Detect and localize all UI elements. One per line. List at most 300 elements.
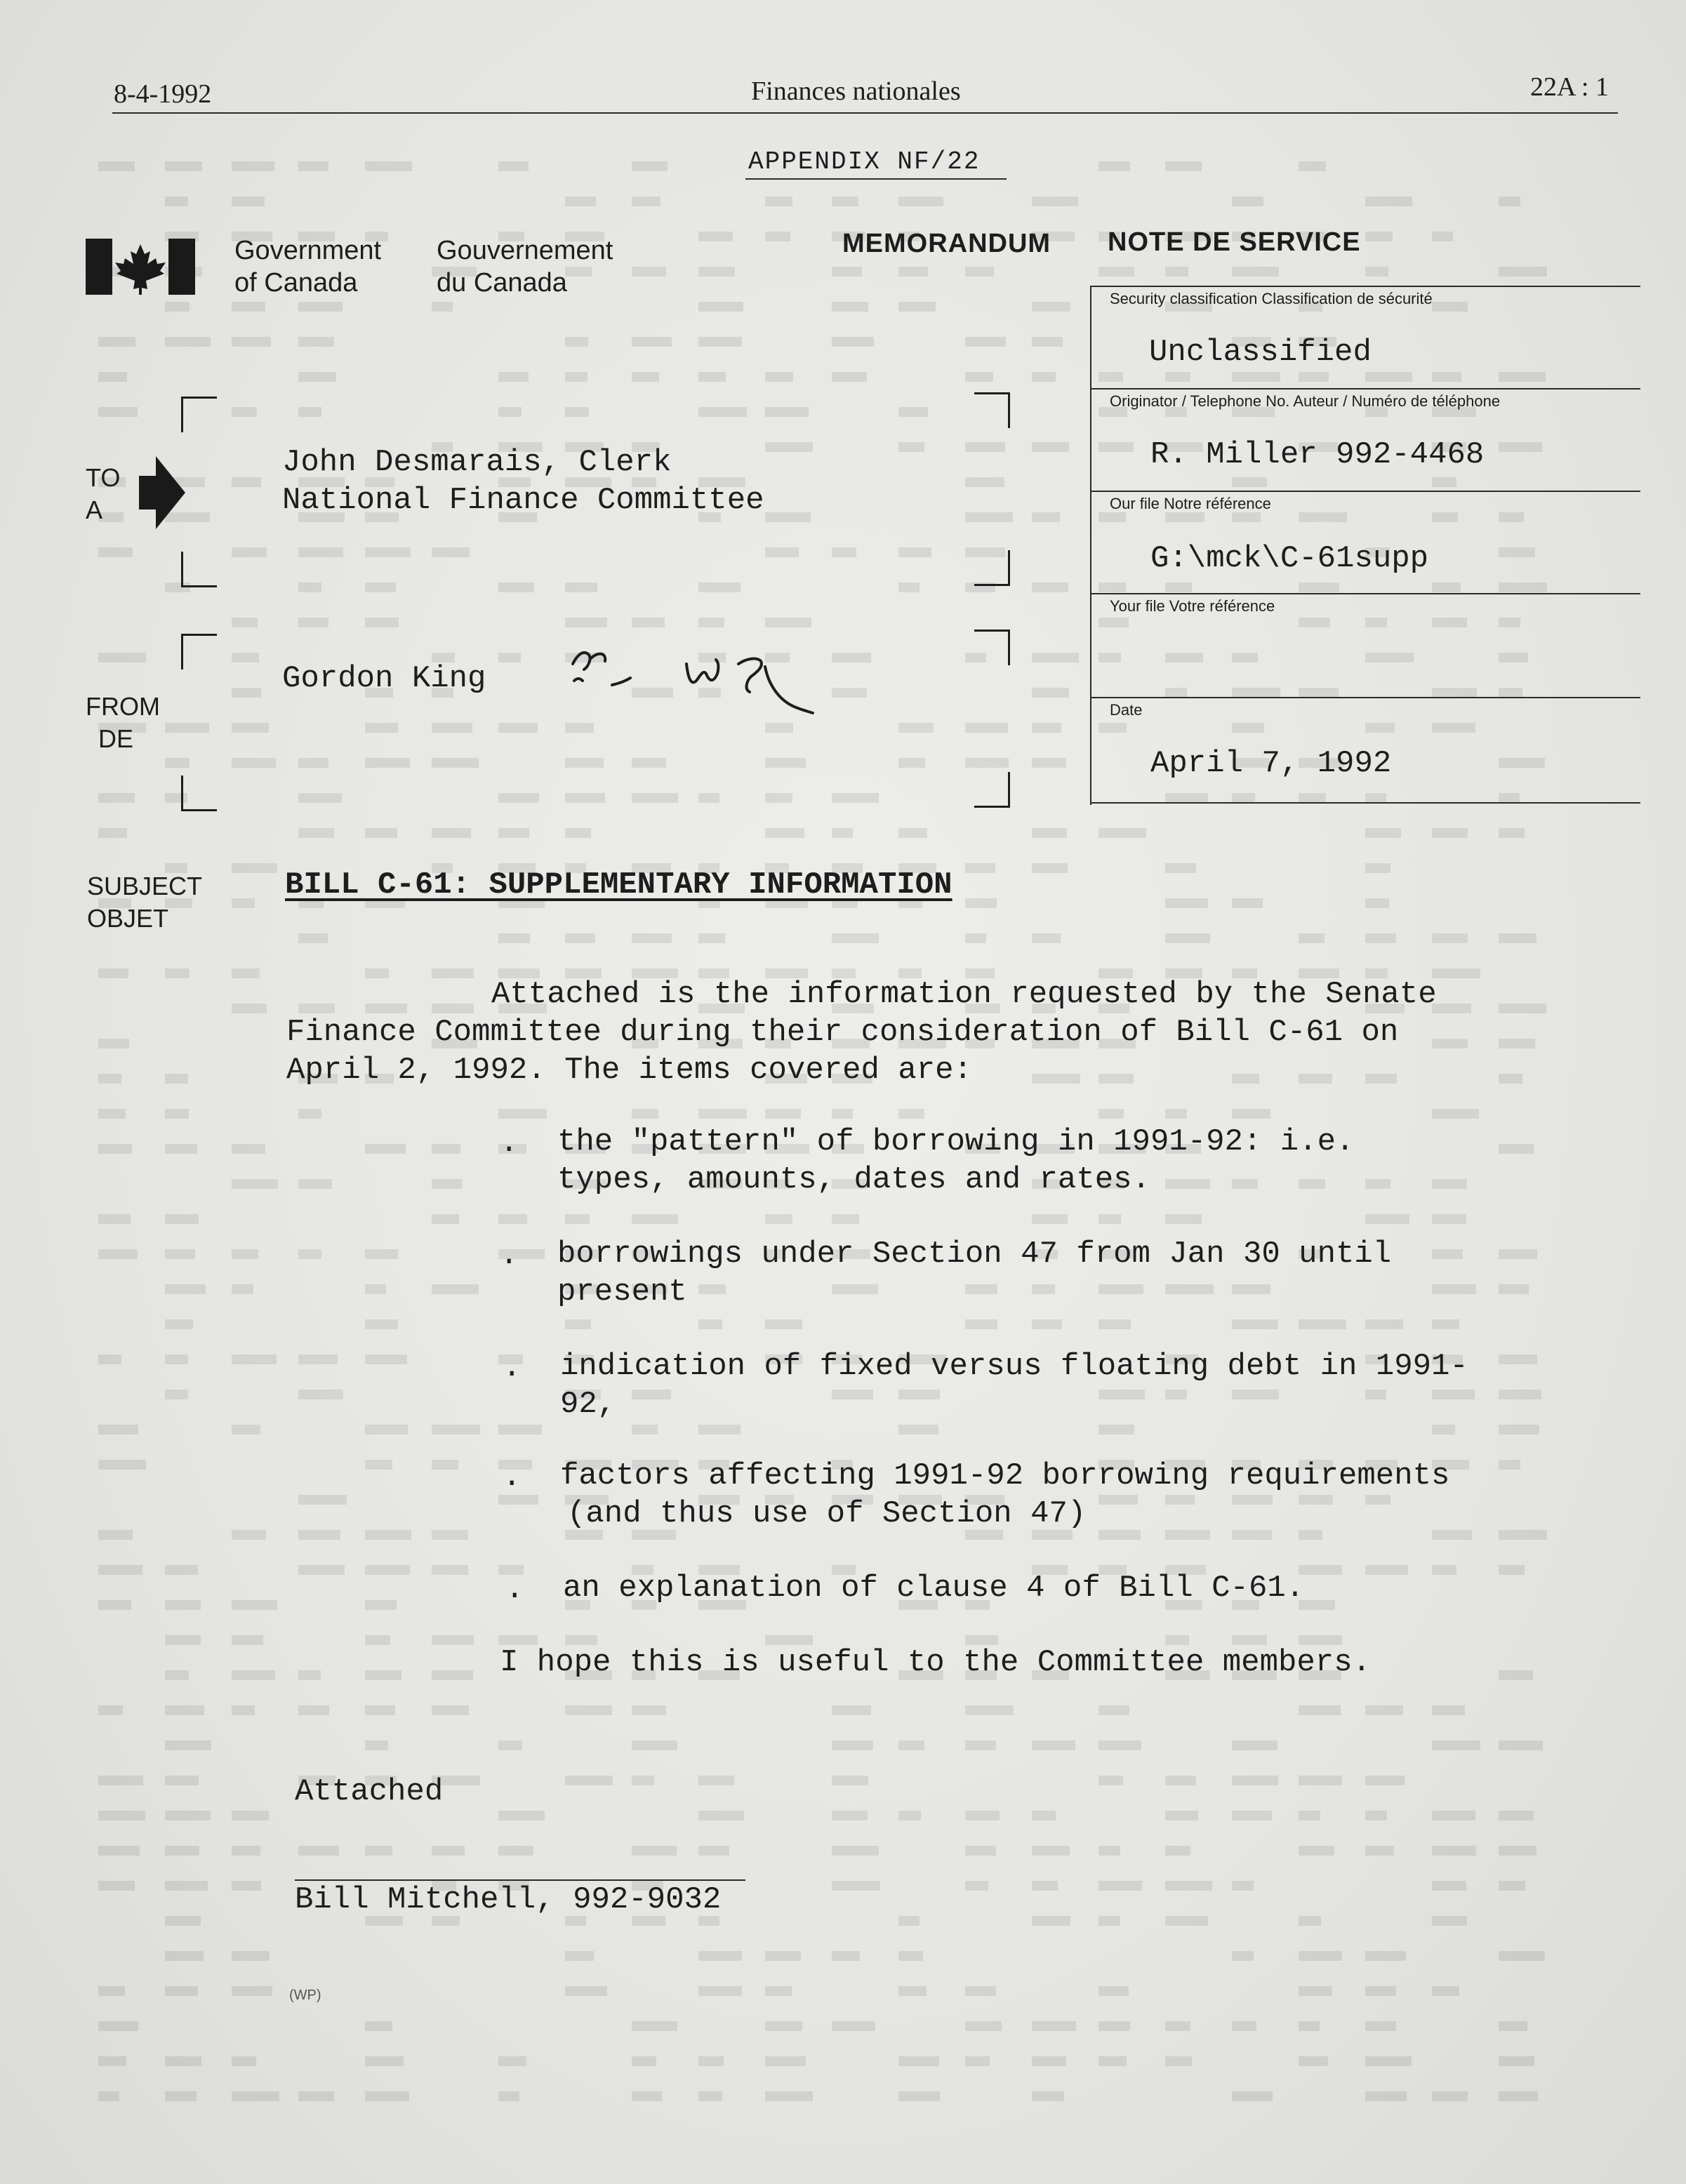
bleed-through-mark	[1032, 653, 1079, 662]
bleed-through-mark	[432, 1705, 469, 1715]
bleed-through-mark	[232, 1425, 260, 1434]
bleed-through-mark	[365, 1705, 395, 1715]
bleed-through-mark	[498, 723, 538, 733]
bleed-through-mark	[965, 372, 993, 382]
subject-label-en: SUBJECT	[87, 872, 203, 900]
bleed-through-mark	[632, 758, 666, 768]
government-en	[234, 234, 381, 299]
bleed-through-mark	[232, 1284, 253, 1294]
bleed-through-mark	[1165, 863, 1196, 873]
bleed-through-mark	[1365, 1214, 1409, 1224]
bleed-through-mark	[98, 1600, 131, 1610]
bleed-through-mark	[165, 1390, 188, 1399]
bleed-through-mark	[698, 2091, 722, 2101]
bleed-through-mark	[698, 372, 726, 382]
bleed-through-mark	[965, 1986, 996, 1996]
bleed-through-mark	[765, 512, 811, 522]
bleed-through-mark	[98, 1249, 138, 1259]
bleed-through-mark	[98, 1705, 123, 1715]
bleed-through-mark	[1365, 1074, 1397, 1084]
bleed-through-mark	[498, 1214, 527, 1224]
bleed-through-mark	[1299, 933, 1325, 943]
bleed-through-mark	[565, 582, 597, 592]
memo-info-box	[1090, 286, 1640, 805]
bleed-through-mark	[565, 1986, 607, 1996]
body-intro-line1: Attached is the information requested by the Senate	[491, 977, 1437, 1012]
bleed-through-mark	[498, 1495, 538, 1505]
bleed-through-mark	[1432, 1986, 1459, 1996]
bullet-item-4	[560, 1457, 1449, 1533]
bleed-through-mark	[765, 2056, 806, 2066]
bleed-through-mark	[1499, 1460, 1520, 1470]
from-bracket-top-right	[974, 630, 1010, 665]
bleed-through-mark	[965, 933, 986, 943]
bleed-through-mark	[165, 1249, 195, 1259]
bleed-through-mark	[1098, 1740, 1141, 1750]
bleed-through-mark	[898, 267, 928, 277]
bleed-through-mark	[965, 337, 1006, 347]
bleed-through-mark	[632, 2091, 662, 2101]
bleed-through-mark	[1232, 2091, 1273, 2101]
bleed-through-mark	[165, 1319, 193, 1329]
bullet-item-2-line1: borrowings under Section 47 from Jan 30 until	[557, 1237, 1392, 1272]
bleed-through-mark	[898, 442, 924, 452]
bleed-through-mark	[1432, 968, 1480, 978]
header-date: 8-4-1992	[114, 79, 212, 109]
bleed-through-mark	[498, 653, 521, 662]
bleed-through-mark	[832, 1705, 871, 1715]
bullet-dot: .	[505, 1572, 524, 1607]
bleed-through-mark	[232, 1670, 275, 1680]
bleed-through-mark	[165, 2056, 201, 2066]
bleed-through-mark	[165, 1354, 188, 1364]
bleed-through-mark	[298, 758, 328, 768]
bullet-item-1	[557, 1123, 1354, 1199]
bleed-through-mark	[365, 1004, 407, 1013]
bleed-through-mark	[365, 582, 396, 592]
bleed-through-mark	[1098, 1916, 1120, 1926]
bleed-through-mark	[98, 161, 135, 171]
bleed-through-mark	[232, 1600, 277, 1610]
bleed-through-mark	[1032, 1740, 1075, 1750]
bleed-through-mark	[1499, 2021, 1527, 2031]
bleed-through-mark	[1432, 1811, 1475, 1820]
our-file-value: G:\mck\C-61supp	[1150, 541, 1429, 576]
bleed-through-mark	[1098, 2021, 1130, 2031]
bleed-through-mark	[565, 1214, 590, 1224]
bleed-through-mark	[632, 1846, 677, 1856]
bleed-through-mark	[832, 1214, 859, 1224]
bleed-through-mark	[165, 1600, 201, 1610]
bleed-through-mark	[232, 968, 260, 978]
government-en-line2: of Canada	[234, 268, 358, 298]
bleed-through-mark	[1499, 1565, 1525, 1575]
bleed-through-mark	[565, 337, 588, 347]
bleed-through-mark	[165, 758, 190, 768]
from-bracket-bottom-left	[181, 775, 217, 811]
bleed-through-mark	[232, 723, 269, 733]
bleed-through-mark	[432, 723, 472, 733]
bleed-through-mark	[765, 723, 793, 733]
bleed-through-mark	[432, 1004, 474, 1013]
bleed-through-mark	[965, 267, 994, 277]
bleed-through-mark	[365, 968, 389, 978]
bleed-through-mark	[1499, 1249, 1537, 1259]
bleed-through-mark	[1232, 267, 1279, 277]
bleed-through-mark	[1365, 898, 1389, 908]
bleed-through-mark	[765, 2091, 813, 2101]
bleed-through-mark	[898, 2056, 939, 2066]
bleed-through-mark	[1165, 1214, 1202, 1224]
bleed-through-mark	[1032, 933, 1061, 943]
appendix-underline	[745, 178, 1007, 180]
info-box-rule	[1091, 593, 1640, 594]
bleed-through-mark	[765, 232, 790, 241]
bleed-through-mark	[232, 688, 261, 698]
to-label	[86, 462, 120, 526]
bleed-through-mark	[432, 1284, 479, 1294]
bleed-through-mark	[632, 1214, 678, 1224]
bleed-through-mark	[1499, 1144, 1534, 1154]
bleed-through-mark	[365, 1565, 410, 1575]
bleed-through-mark	[1432, 1425, 1455, 1434]
bleed-through-mark	[832, 337, 874, 347]
bleed-through-mark	[232, 2091, 279, 2101]
bleed-through-mark	[365, 1635, 390, 1645]
bleed-through-mark	[565, 197, 596, 206]
bleed-through-mark	[365, 547, 411, 557]
bleed-through-mark	[232, 1354, 277, 1364]
memo-title-fr: NOTE DE SERVICE	[1108, 227, 1361, 257]
bleed-through-mark	[698, 302, 743, 312]
bleed-through-mark	[1098, 267, 1134, 277]
bleed-through-mark	[632, 161, 668, 171]
bleed-through-mark	[98, 1039, 129, 1048]
bleed-through-mark	[98, 1776, 143, 1785]
bleed-through-mark	[1499, 1425, 1539, 1434]
bleed-through-mark	[1032, 337, 1063, 347]
from-bracket-bottom-right	[974, 772, 1010, 808]
bleed-through-mark	[232, 302, 265, 312]
bleed-through-mark	[632, 1740, 677, 1750]
bleed-through-mark	[232, 547, 267, 557]
bleed-through-mark	[1165, 1109, 1187, 1119]
bleed-through-mark	[432, 758, 479, 768]
handwritten-initials-signature	[567, 640, 820, 721]
bleed-through-mark	[765, 372, 793, 382]
bleed-through-mark	[365, 2056, 404, 2066]
bleed-through-mark	[765, 1951, 801, 1961]
bleed-through-mark	[1232, 1951, 1254, 1961]
bleed-through-mark	[898, 1109, 924, 1119]
bleed-through-mark	[898, 407, 928, 417]
bleed-through-mark	[898, 582, 920, 592]
originator-label: Originator / Telephone No. Auteur / Numéro de téléphone	[1110, 392, 1501, 410]
bullet-dot: .	[503, 1460, 522, 1495]
bleed-through-mark	[165, 1951, 204, 1961]
from-label-fr: DE	[98, 724, 134, 753]
security-classification-label: Security classification Classification de sécurité	[1110, 290, 1433, 307]
bleed-through-mark	[765, 197, 792, 206]
bleed-through-mark	[1299, 1319, 1346, 1329]
bleed-through-mark	[1432, 1249, 1463, 1259]
bleed-through-mark	[1432, 1881, 1466, 1891]
body-intro-line3: April 2, 1992. The items covered are:	[286, 1053, 972, 1088]
bullet-item-4-line1: factors affecting 1991-92 borrowing requirements	[560, 1458, 1450, 1493]
bullet-dot: .	[500, 1238, 519, 1273]
bleed-through-mark	[1032, 2021, 1076, 2031]
bleed-through-mark	[1432, 2091, 1468, 2101]
bleed-through-mark	[832, 1881, 880, 1891]
bleed-through-mark	[832, 828, 853, 838]
bleed-through-mark	[1499, 1530, 1547, 1540]
bleed-through-mark	[165, 2091, 197, 2101]
to-bracket-top-right	[974, 392, 1010, 428]
bleed-through-mark	[298, 1705, 329, 1715]
bleed-through-mark	[698, 1109, 747, 1119]
bleed-through-mark	[298, 302, 343, 312]
bleed-through-mark	[98, 407, 138, 417]
bleed-through-mark	[432, 1425, 480, 1434]
bleed-through-mark	[1098, 1425, 1134, 1434]
bleed-through-mark	[298, 828, 334, 838]
bleed-through-mark	[1432, 1916, 1467, 1926]
bleed-through-mark	[365, 758, 410, 768]
bleed-through-mark	[698, 618, 724, 627]
bleed-through-mark	[165, 1074, 188, 1084]
bleed-through-mark	[1432, 1705, 1465, 1715]
bleed-through-mark	[298, 1179, 332, 1189]
bleed-through-mark	[1365, 1776, 1405, 1785]
bleed-through-mark	[232, 1144, 265, 1154]
bleed-through-mark	[565, 407, 589, 417]
bleed-through-mark	[765, 2021, 802, 2031]
to-bracket-bottom-left	[181, 552, 217, 587]
bleed-through-mark	[832, 1951, 860, 1961]
bleed-through-mark	[165, 337, 211, 347]
bleed-through-mark	[965, 1319, 997, 1329]
bleed-through-mark	[832, 2021, 875, 2031]
bleed-through-mark	[832, 1109, 853, 1119]
bleed-through-mark	[832, 547, 856, 557]
bleed-through-mark	[1499, 1670, 1533, 1680]
bleed-through-mark	[765, 1109, 801, 1119]
arrow-right-icon	[139, 456, 185, 529]
bleed-through-mark	[1499, 1881, 1525, 1891]
to-recipient-line1: John Desmarais, Clerk	[282, 445, 672, 480]
bleed-through-mark	[1032, 302, 1070, 312]
originator-value: R. Miller 992-4468	[1150, 437, 1485, 472]
bullet-item-3-line2: 92,	[560, 1387, 616, 1422]
from-label	[86, 691, 160, 755]
bleed-through-mark	[1232, 898, 1263, 908]
bleed-through-mark	[432, 1460, 458, 1470]
bleed-through-mark	[98, 547, 133, 557]
bleed-through-mark	[965, 442, 1005, 452]
bleed-through-mark	[698, 1846, 729, 1856]
bleed-through-mark	[832, 197, 858, 206]
bleed-through-mark	[765, 547, 799, 557]
bleed-through-mark	[365, 2091, 409, 2101]
to-label-fr: A	[86, 495, 103, 524]
bleed-through-mark	[1499, 1811, 1534, 1820]
bleed-through-mark	[1499, 1740, 1543, 1750]
bleed-through-mark	[1365, 1179, 1390, 1189]
bleed-through-mark	[1432, 1109, 1479, 1119]
bleed-through-mark	[832, 793, 879, 803]
bleed-through-mark	[1365, 1846, 1394, 1856]
bleed-through-mark	[298, 793, 342, 803]
bleed-through-mark	[432, 1144, 460, 1154]
bleed-through-mark	[1432, 1284, 1476, 1294]
bleed-through-mark	[1299, 1811, 1320, 1820]
bleed-through-mark	[632, 1776, 654, 1785]
bleed-through-mark	[1032, 723, 1061, 733]
bleed-through-mark	[565, 1319, 591, 1329]
bleed-through-mark	[298, 547, 343, 557]
bleed-through-mark	[632, 1705, 666, 1715]
bullet-dot: .	[503, 1350, 522, 1385]
bleed-through-mark	[98, 968, 128, 978]
bleed-through-mark	[98, 1144, 132, 1154]
bleed-through-mark	[498, 161, 529, 171]
bleed-through-mark	[1032, 863, 1068, 873]
bleed-through-mark	[232, 653, 259, 662]
bleed-through-mark	[1365, 197, 1412, 206]
bleed-through-mark	[498, 1109, 547, 1119]
bleed-through-mark	[98, 1109, 126, 1119]
bleed-through-mark	[232, 2056, 256, 2066]
body-closing: I hope this is useful to the Committee members.	[500, 1645, 1372, 1680]
bleed-through-mark	[1165, 1916, 1208, 1926]
bleed-through-mark	[1032, 1074, 1080, 1084]
bleed-through-mark	[632, 1425, 658, 1434]
bleed-through-mark	[1432, 933, 1468, 943]
to-label-en: TO	[86, 463, 121, 492]
bleed-through-mark	[1432, 1004, 1471, 1013]
bleed-through-mark	[1432, 1214, 1466, 1224]
bleed-through-mark	[298, 337, 334, 347]
bleed-through-mark	[898, 547, 931, 557]
bleed-through-mark	[365, 618, 399, 627]
body-intro-line2: Finance Committee during their consideration of Bill C-61 on	[286, 1015, 1399, 1050]
bleed-through-mark	[632, 1109, 658, 1119]
bleed-through-mark	[965, 723, 1008, 733]
bleed-through-mark	[165, 1811, 211, 1820]
bleed-through-mark	[765, 793, 792, 803]
bleed-through-mark	[298, 1530, 340, 1540]
bleed-through-mark	[232, 1004, 267, 1013]
bleed-through-mark	[1365, 1319, 1403, 1329]
bleed-through-mark	[298, 618, 328, 627]
bleed-through-mark	[1499, 2091, 1538, 2101]
bleed-through-mark	[165, 302, 190, 312]
bleed-through-mark	[232, 1846, 260, 1856]
bleed-through-mark	[698, 232, 733, 241]
bleed-through-mark	[232, 1249, 258, 1259]
bleed-through-mark	[365, 1354, 407, 1364]
bleed-through-mark	[1098, 1319, 1131, 1329]
bleed-through-mark	[165, 1881, 208, 1891]
bleed-through-mark	[365, 1284, 386, 1294]
bleed-through-mark	[1299, 1705, 1341, 1715]
bleed-through-mark	[1365, 2021, 1396, 2031]
memo-title-en: MEMORANDUM	[842, 229, 1051, 258]
bleed-through-mark	[98, 2056, 126, 2066]
bleed-through-mark	[1432, 1740, 1480, 1750]
bleed-through-mark	[1365, 2091, 1407, 2101]
bleed-through-mark	[165, 1776, 199, 1785]
bleed-through-mark	[698, 1425, 741, 1434]
bleed-through-mark	[1232, 2021, 1256, 2031]
bleed-through-mark	[165, 1916, 201, 1926]
bleed-through-mark	[765, 1986, 792, 1996]
bleed-through-mark	[98, 337, 135, 347]
bleed-through-mark	[298, 1354, 338, 1364]
bleed-through-mark	[965, 1881, 988, 1891]
bleed-through-mark	[365, 1249, 398, 1259]
bleed-through-mark	[565, 372, 588, 382]
from-bracket-top-left	[181, 634, 217, 670]
bleed-through-mark	[232, 477, 261, 487]
bleed-through-mark	[832, 688, 867, 698]
bleed-through-mark	[1232, 1319, 1278, 1329]
bleed-through-mark	[1432, 1179, 1467, 1189]
bleed-through-mark	[1499, 1846, 1536, 1856]
bleed-through-mark	[1232, 1776, 1278, 1785]
bleed-through-mark	[565, 723, 594, 733]
bleed-through-mark	[1365, 1565, 1408, 1575]
bleed-through-mark	[1365, 863, 1390, 873]
bleed-through-mark	[565, 828, 591, 838]
bleed-through-mark	[232, 618, 258, 627]
bleed-through-mark	[1098, 2056, 1127, 2066]
government-fr-line1: Gouvernement	[437, 236, 613, 265]
bleed-through-mark	[565, 1951, 594, 1961]
bleed-through-mark	[1499, 1390, 1541, 1399]
bleed-through-mark	[565, 793, 605, 803]
header-page-ref: 22A : 1	[1530, 72, 1609, 102]
bleed-through-mark	[165, 161, 202, 171]
bleed-through-mark	[898, 1811, 921, 1820]
bleed-through-mark	[1499, 1074, 1522, 1084]
bleed-through-mark	[1499, 828, 1525, 838]
bleed-through-mark	[98, 793, 135, 803]
bleed-through-mark	[632, 2056, 656, 2066]
bleed-through-mark	[632, 372, 659, 382]
bleed-through-mark	[298, 407, 321, 417]
bleed-through-mark	[1299, 1074, 1332, 1084]
bleed-through-mark	[1165, 1776, 1196, 1785]
bleed-through-mark	[565, 1705, 612, 1715]
bleed-through-mark	[965, 1846, 996, 1856]
bleed-through-mark	[98, 1214, 131, 1224]
bleed-through-mark	[232, 407, 257, 417]
bleed-through-mark	[1165, 1881, 1212, 1891]
bleed-through-mark	[432, 1530, 468, 1540]
bleed-through-mark	[98, 2021, 138, 2031]
date-label: Date	[1110, 701, 1143, 719]
bleed-through-mark	[698, 1986, 742, 1996]
bleed-through-mark	[698, 2056, 724, 2066]
bleed-through-mark	[165, 1214, 199, 1224]
bleed-through-mark	[1299, 1951, 1342, 1961]
bleed-through-mark	[498, 372, 529, 382]
bleed-through-mark	[765, 758, 806, 768]
bleed-through-mark	[765, 618, 811, 627]
bleed-through-mark	[98, 2091, 119, 2101]
bleed-through-mark	[232, 758, 276, 768]
